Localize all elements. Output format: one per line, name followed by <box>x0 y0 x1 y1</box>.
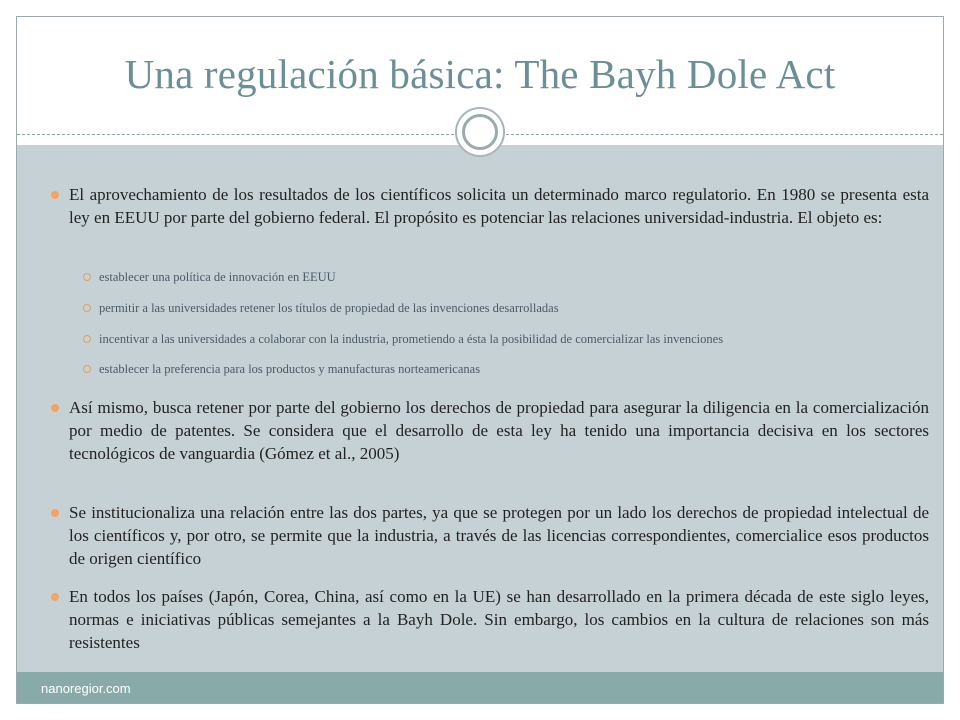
footer-source: nanoregior.com <box>41 681 131 696</box>
bullet-item <box>69 183 929 229</box>
sub-bullet-ring-icon <box>83 335 91 343</box>
bullet-dot-icon <box>51 404 59 412</box>
sub-bullet-item <box>99 269 929 285</box>
circle-ornament-inner <box>462 114 498 150</box>
slide-title: Una regulación básica: The Bayh Dole Act <box>124 51 836 97</box>
footer-bar <box>17 672 943 704</box>
bullet-text: En todos los países (Japón, Corea, China, así como en la UE) se han desarrollado en la primera década de este siglo leyes, normas e iniciativas públicas semejantes a la Bayh Dole. Sin embargo, los cambios en la cultura de relaciones son más resistentes <box>69 587 929 652</box>
content-area <box>17 145 943 672</box>
bullet-item <box>69 396 929 465</box>
sub-bullet-ring-icon <box>83 304 91 312</box>
bullet-dot-icon <box>51 593 59 601</box>
bullet-item <box>69 585 929 654</box>
bullet-text: Así mismo, busca retener por parte del gobierno los derechos de propiedad para asegurar la diligencia en la comercialización por medio de patentes. Se considera que el desarrollo de esta ley ha tenido una importancia decisiva en los sectores tecnológicos de vanguardia (Gómez et al., 2005) <box>69 398 929 463</box>
bullet-dot-icon <box>51 191 59 199</box>
sub-bullet-item <box>99 300 929 316</box>
circle-ornament-icon <box>455 107 505 157</box>
bullet-text: El aprovechamiento de los resultados de los científicos solicita un determinado marco regulatorio. En 1980 se presenta esta ley en EEUU por parte del gobierno federal. El propósito es potenciar las relaciones universidad-industria. El objeto es: <box>69 185 929 227</box>
sub-bullet-ring-icon <box>83 273 91 281</box>
bullet-text: Se institucionaliza una relación entre las dos partes, ya que se protegen por un lado los derechos de propiedad intelectual de los científicos y, por otro, se permite que la industria, a través de las licencias correspondientes, comercialice esos productos de origen científico <box>69 503 929 568</box>
sub-bullet-item <box>99 361 929 377</box>
sub-bullet-text: permitir a las universidades retener los títulos de propiedad de las invenciones desarrolladas <box>99 301 559 315</box>
sub-bullet-text: establecer la preferencia para los productos y manufacturas norteamericanas <box>99 362 481 376</box>
sub-bullet-text: incentivar a las universidades a colaborar con la industria, prometiendo a ésta la posibilidad de comercializar las invenciones <box>99 332 724 346</box>
bullet-dot-icon <box>51 509 59 517</box>
bullet-item <box>69 501 929 570</box>
sub-bullet-text: establecer una política de innovación en EEUU <box>99 270 336 284</box>
slide-frame <box>16 16 944 704</box>
sub-bullet-item <box>99 331 929 347</box>
sub-bullet-ring-icon <box>83 365 91 373</box>
